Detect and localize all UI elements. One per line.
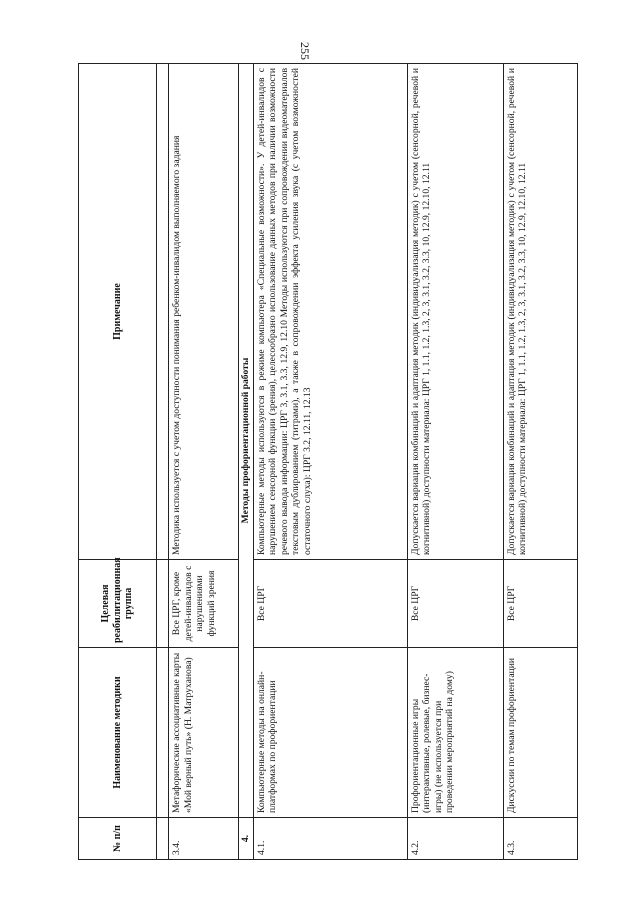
row-num: 3.4.	[169, 818, 239, 860]
row-num: 4.1.	[253, 818, 407, 860]
row-name: Компьютерные методы на онлайн-платформах по профориентации	[253, 648, 407, 818]
row-num: 4.3.	[503, 818, 577, 860]
row-num: 4.2.	[407, 818, 503, 860]
section-row	[239, 64, 254, 860]
table-row	[503, 64, 577, 860]
methods-table	[78, 63, 578, 860]
header-note: Примечание	[79, 64, 157, 560]
row-name: Дискуссии по темам профориентации	[503, 648, 577, 818]
table-row	[407, 64, 503, 860]
rotated-sheet	[78, 64, 576, 860]
row-group: Все ЦРГ, кроме детей-инвалидов с нарушениями функций зрения	[169, 560, 239, 648]
row-note: Методика используется с учетом доступности понимания ребенком-инвалидом выполняемого задания	[169, 64, 239, 560]
page-number: 255	[298, 42, 312, 60]
section-title: Методы профориентационной работы	[239, 64, 254, 818]
header-name: Наименование методики	[79, 648, 157, 818]
row-note: Допускается вариация комбинаций и адаптация методик (индивидуализация методик) с учетом (сенсорной, речевой и когнитивной) доступности материала: ЦРГ 1, 1.1, 1.2, 1.3, 2, 3, 3.1, 3.2, 3.3, 10, 12.9, 12.10, 12.11	[503, 64, 577, 560]
table-row	[253, 64, 407, 860]
row-group: Все ЦРГ	[503, 560, 577, 648]
header-num: № п/п	[79, 818, 157, 860]
row-group: Все ЦРГ	[253, 560, 407, 648]
spacer-row	[157, 64, 169, 860]
table-row	[169, 64, 239, 860]
row-note: Компьютерные методы используются в режиме компьютера «Специальные возможности». У детей-инвалидов с нарушением сенсорной функции (зрения), целесообразно использование данных методов при наличии возможности речевого вывода информации: ЦРГ 3, 3.1, 3.3, 12.9, 12.10 Методы используются при сопровождении видеоматериалов текстовым дублированием (титрами), а также в сопровождении эффекта усиления звука (с учетом возможностей остаточного слуха): ЦРГ 3.2, 12.11, 12.13	[253, 64, 407, 560]
header-group: Целевая реабилитационная группа	[79, 560, 157, 648]
row-name: Метафорические ассоциативные карты «Мой верный путь» (Н. Матруханова)	[169, 648, 239, 818]
row-group: Все ЦРГ	[407, 560, 503, 648]
row-note: Допускается вариация комбинаций и адаптация методик (индивидуализация методик) с учетом (сенсорной, речевой и когнитивной) доступности материала: ЦРГ 1, 1.1, 1.2, 1.3, 2, 3, 3.1, 3.2, 3.3, 10, 12.9, 12.10, 12.11	[407, 64, 503, 560]
header-row	[79, 64, 157, 860]
section-num: 4.	[239, 818, 254, 860]
row-name: Профориентационные игры (интерактивные, ролевые, бизнес-игры) (не используется при проведении мероприятий на дому)	[407, 648, 503, 818]
